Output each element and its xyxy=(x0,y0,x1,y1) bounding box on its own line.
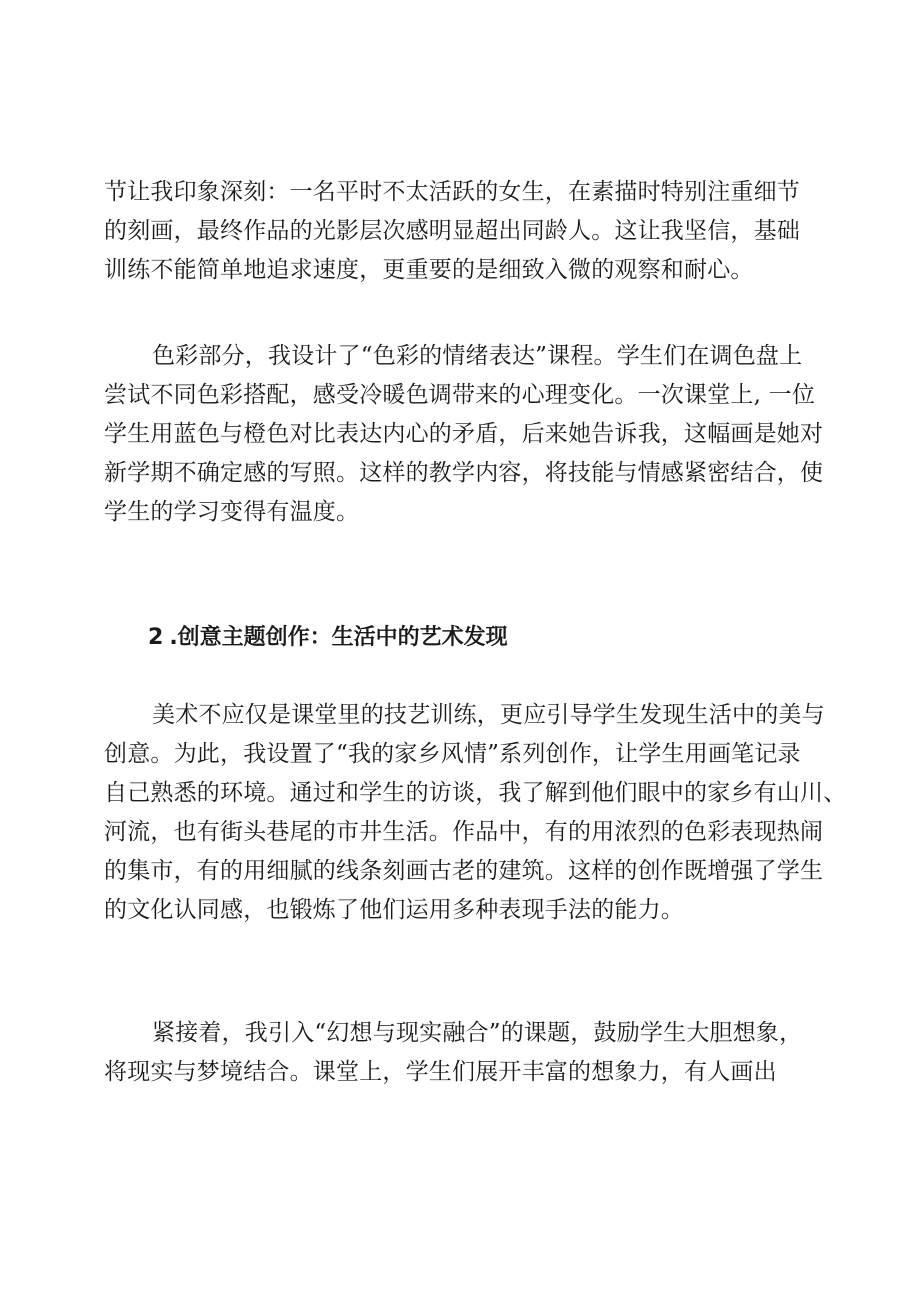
text-line: 的文化认同感，也锻炼了他们运用多种表现手法的能力。 xyxy=(104,897,684,923)
text-line: 学生的学习变得有温度。 xyxy=(104,499,360,525)
text-line: 新学期不确定感的写照。这样的教学内容，将技能与情感紧密结合，使 xyxy=(104,460,824,486)
paragraph-hometown-series xyxy=(104,696,847,930)
text-line: 学生用蓝色与橙色对比表达内心的矛盾，后来她告诉我，这幅画是她对 xyxy=(104,421,824,447)
paragraph-fantasy-reality xyxy=(104,1014,834,1092)
paragraph-color-emotion xyxy=(104,337,834,532)
text-line: 训练不能简单地追求速度，更重要的是细致入微的观察和耐心。 xyxy=(104,257,754,283)
section-title: .创意主题创作：生活中的艺术发现 xyxy=(169,625,508,650)
section-number: 2 xyxy=(148,625,164,650)
paragraph-sketch-detail xyxy=(104,173,834,290)
text-line: 美术不应仅是课堂里的技艺训练，更应引导学生发现生活中的美与 xyxy=(152,702,825,728)
text-line: 自己熟悉的环境。通过和学生的访谈，我了解到他们眼中的家乡有山川、 xyxy=(104,780,847,806)
text-line: 色彩部分，我设计了“色彩的情绪表达”课程。学生们在调色盘上 xyxy=(152,343,803,369)
text-line: 节让我印象深刻：一名平时不太活跃的女生，在素描时特别注重细节 xyxy=(104,179,800,205)
text-line: 的集市，有的用细腻的线条刻画古老的建筑。这样的创作既增强了学生 xyxy=(104,858,824,884)
text-line: 将现实与梦境结合。课堂上，学生们展开丰富的想象力，有人画出 xyxy=(104,1059,777,1085)
section-heading xyxy=(148,618,508,657)
text-line: 尝试不同色彩搭配，感受冷暖色调带来的心理变化。一次课堂上, 一位 xyxy=(104,382,816,408)
text-line: 河流，也有街头巷尾的市井生活。作品中，有的用浓烈的色彩表现热闹 xyxy=(104,819,824,845)
text-line: 紧接着，我引入“幻想与现实融合”的课题，鼓励学生大胆想象， xyxy=(152,1020,803,1046)
text-line: 创意。为此，我设置了“我的家乡风情”系列创作，让学生用画笔记录 xyxy=(104,741,801,767)
text-line: 的刻画，最终作品的光影层次感明显超出同龄人。这让我坚信，基础 xyxy=(104,218,800,244)
